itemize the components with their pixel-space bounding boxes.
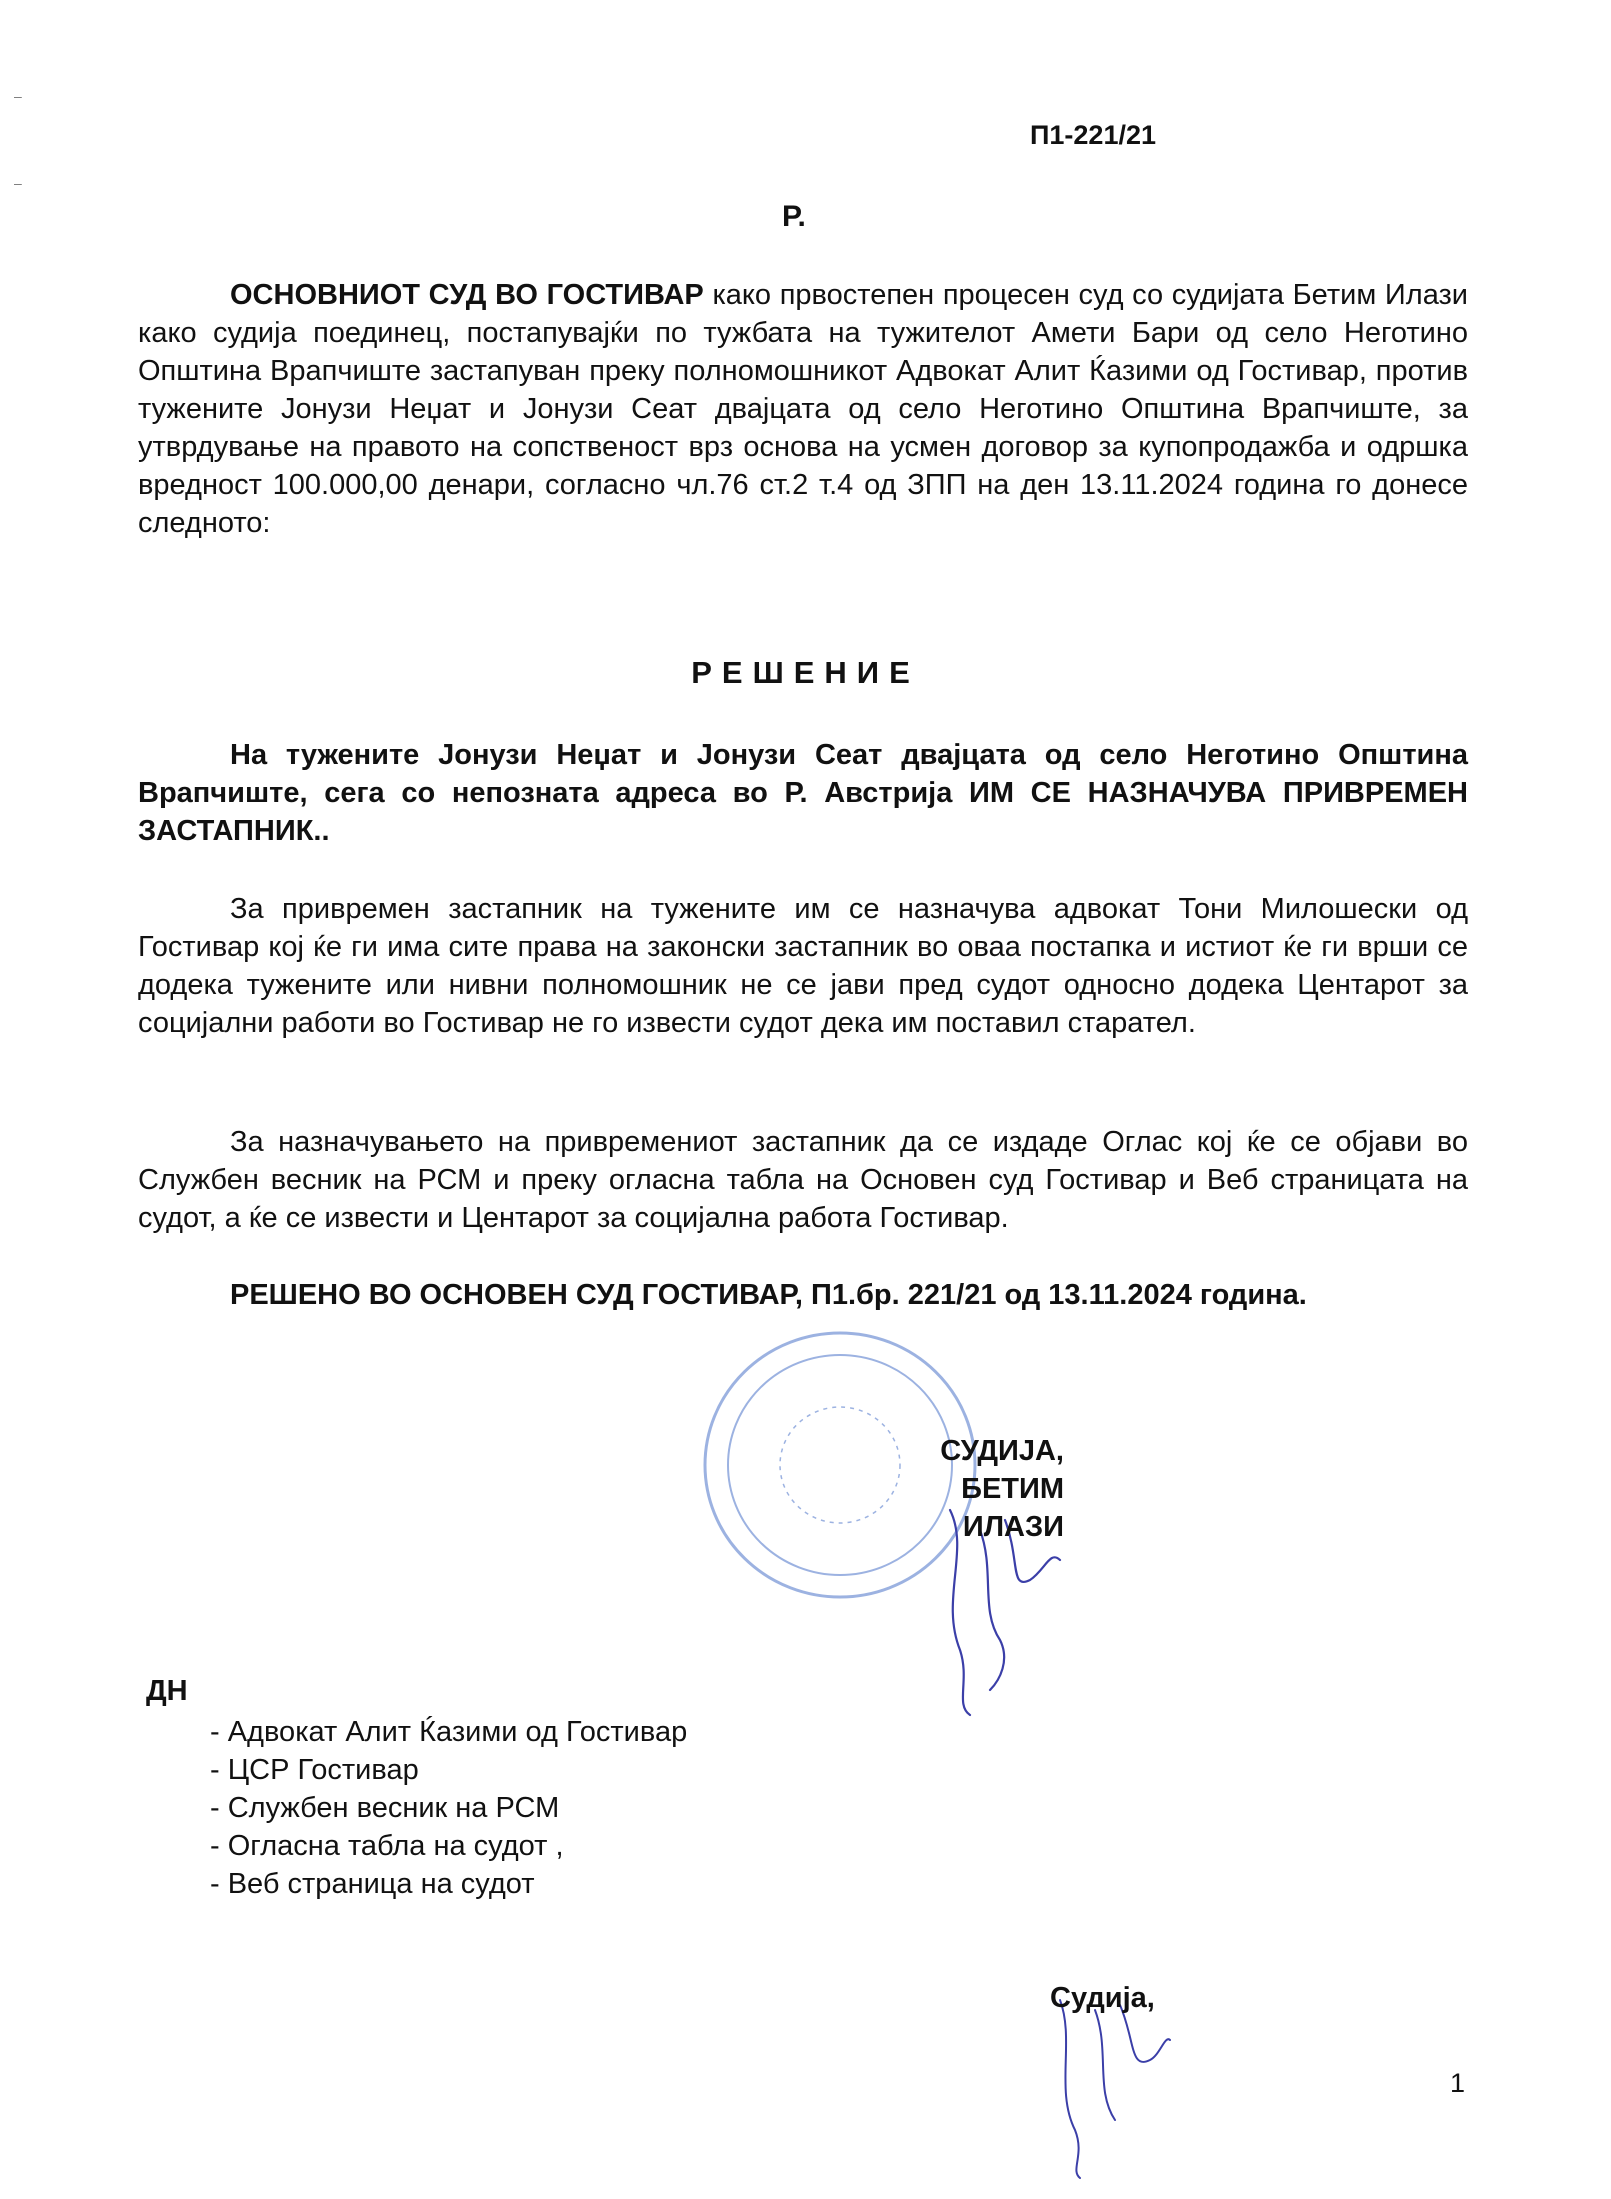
intro-text: како првостепен процесен суд со судијата Бетим Илази како судија поединец, постапувајќи по тужбата на тужителот Амети Бари од село Неготино Општина Врапчиште застапуван преку полномошникот Адвокат Алит Ќазими од Гостивар, против тужените Јонузи Неџат и Јонузи Сеат двајцата од село Неготино Општина Врапчиште, за утврдување на правото на сопственост врз основа на усмен договор за купопродажба и одршка вредност 100.000,00 денари, согласно чл.76 ст.2 т.4 од ЗПП на ден 13.11.2024 година го донесе следното: [138,279,1468,539]
footer-judge-label: Судија, [1050,1982,1155,2014]
notice-paragraph: За назначувањето на привремениот застапник да се издаде Оглас кој ќе се објави во Службен весник на РСМ и преку огласна табла на Основен суд Гостивар и Веб страницата на судот, а ќе се извести и Центарот за социјална работа Гостивар. [138,1126,1468,1234]
scan-mark: – [14,88,22,104]
list-item: - Веб страница на судот [210,1868,535,1900]
representative-paragraph: За привремен застапник на тужените им се назначува адвокат Тони Милошески од Гостивар кој ќе ги има сите права на законски застапник во оваа постапка и истиот ќе ги врши се додека тужените или нивни полномошник не се јави пред судот односно додека Центарот за социјални работи во Гостивар не го извести судот дека им поставил старател. [138,893,1468,1039]
judge-title: СУДИЈА, [940,1435,1064,1467]
list-item: - Адвокат Алит Ќазими од Гостивар [210,1716,688,1748]
scan-mark: – [14,175,22,191]
judge-name: БЕТИМ ИЛАЗИ [961,1473,1064,1543]
resolved-line: РЕШЕНО ВО ОСНОВЕН СУД ГОСТИВАР, П1.бр. 221/21 од 13.11.2024 година. [230,1279,1307,1311]
judge-signature-block [884,1432,1064,1546]
document-mark: Р. [782,200,806,233]
page-number: 1 [1450,2068,1466,2098]
case-number: П1-221/21 [1030,120,1156,150]
distribution-label: ДН [146,1675,188,1707]
decision-paragraph: На тужените Јонузи Неџат и Јонузи Сеат двајцата од село Неготино Општина Врапчиште, сега со непозната адреса во Р. Австрија ИМ СЕ НАЗНАЧУВА ПРИВРЕМЕН ЗАСТАПНИК.. [138,739,1468,847]
court-name: ОСНОВНИОТ СУД ВО ГОСТИВАР [230,279,704,311]
list-item: - Огласна табла на судот , [210,1830,564,1862]
distribution-list [210,1713,687,1903]
list-item: - ЦСР Гостивар [210,1754,419,1786]
list-item: - Службен весник на РСМ [210,1792,560,1824]
intro-paragraph [138,276,1468,542]
document-title: РЕШЕНИЕ [691,655,920,690]
